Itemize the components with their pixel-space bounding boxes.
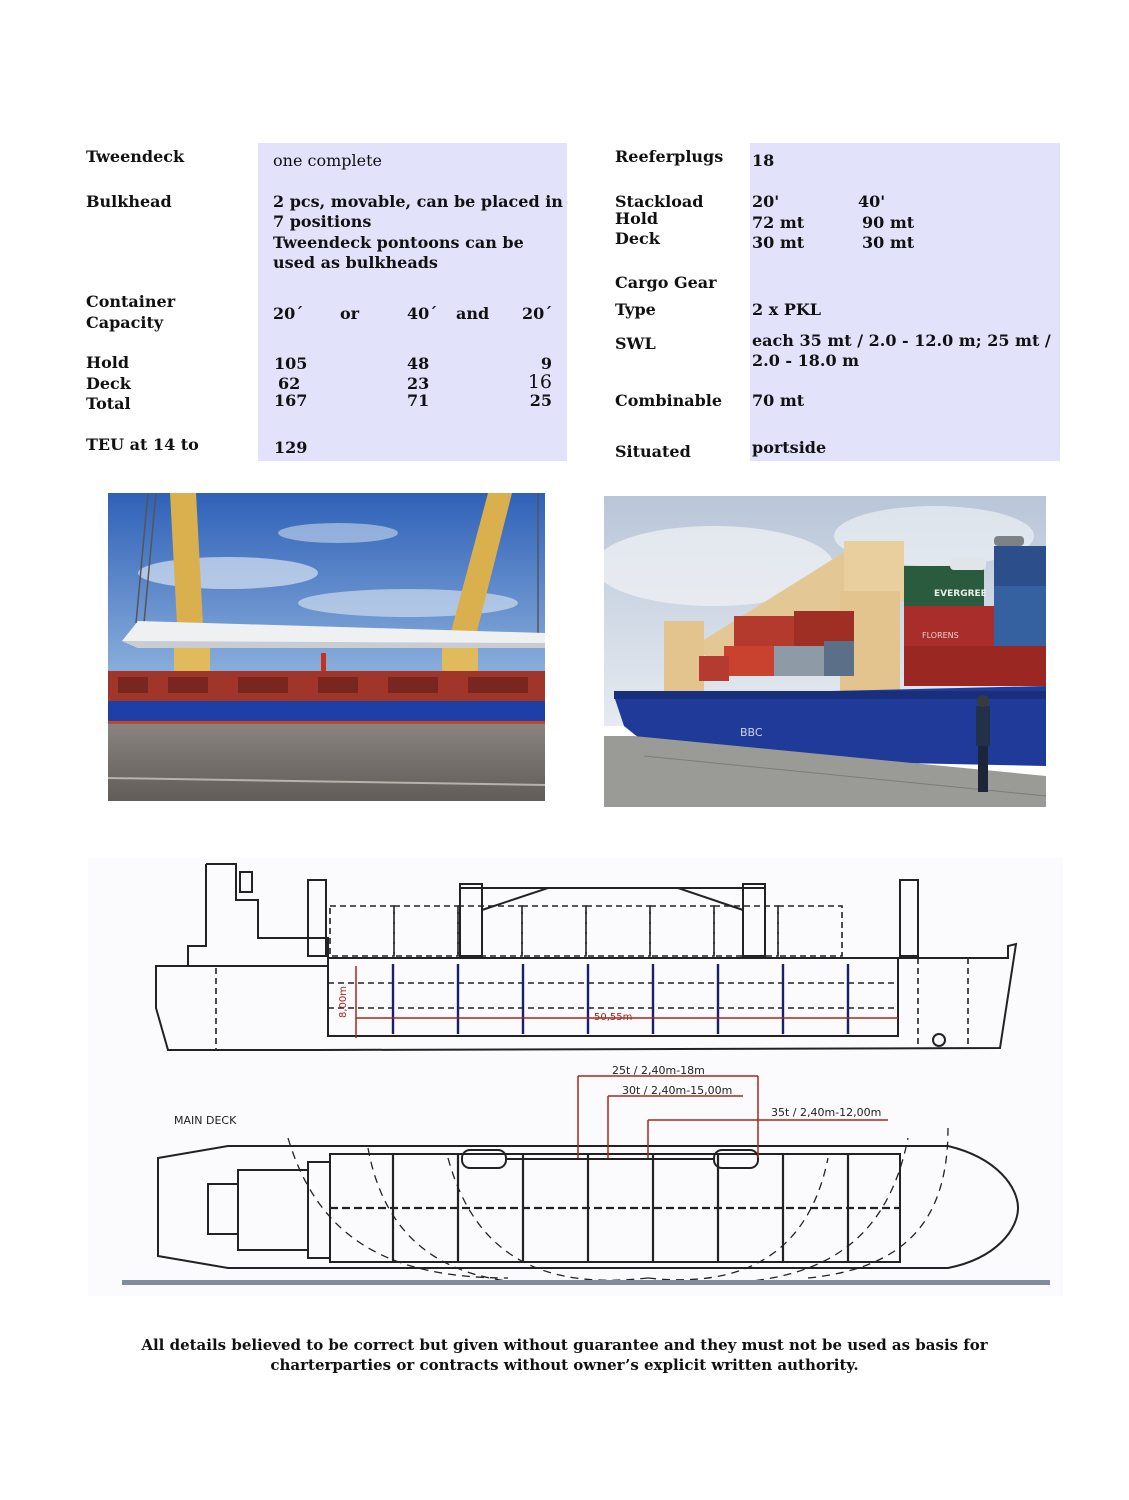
stackload-hold-20: 72 mt (752, 213, 805, 232)
reeferplugs-label: Reeferplugs (615, 147, 724, 166)
swl-line-2: 2.0 - 18.0 m (752, 351, 860, 370)
type-label: Type (615, 300, 656, 319)
tweendeck-label: Tweendeck (86, 147, 185, 166)
radius-25-label: 25t / 2,40m-18m (612, 1064, 705, 1077)
swl-line-1: each 35 mt / 2.0 - 12.0 m; 25 mt / (752, 331, 1051, 350)
stackload-deck-label: Deck (615, 229, 660, 248)
evergreen-text: EVERGREE (934, 589, 987, 599)
stackload-deck-40: 30 mt (862, 233, 915, 252)
capacity-label: Capacity (86, 313, 164, 332)
stackload-label: Stackload (615, 192, 704, 211)
disclaimer-line-2: charterparties or contracts without owner’s explicit written authority. (270, 1356, 859, 1374)
total-label: Total (86, 394, 131, 413)
total-40: 71 (407, 391, 430, 410)
bulkhead-line-3: Tweendeck pontoons can be (273, 233, 524, 252)
photo-container-ship-image (604, 496, 1046, 807)
photo-blade-lift-image (108, 493, 545, 801)
stackload-deck-20: 30 mt (752, 233, 805, 252)
capacity-header-40: 40´ (407, 304, 438, 323)
capacity-header-or: or (340, 304, 360, 323)
hold-40: 48 (407, 354, 430, 373)
situated-label: Situated (615, 442, 691, 461)
bulkhead-line-2: 7 positions (273, 212, 372, 231)
stackload-40-header: 40' (858, 192, 886, 211)
total-20: 167 (274, 391, 308, 410)
ship-drawing-svg (88, 858, 1063, 1296)
main-deck-label: MAIN DECK (174, 1114, 237, 1127)
deck-label: Deck (86, 374, 131, 393)
swl-label: SWL (615, 334, 656, 353)
photo-container-ship (604, 496, 1046, 807)
bulkhead-line-4: used as bulkheads (273, 253, 438, 272)
reeferplugs-value: 18 (752, 151, 775, 170)
ship-drawing (88, 858, 1063, 1296)
radius-30-label: 30t / 2,40m-15,00m (622, 1084, 733, 1097)
capacity-header-and: and (456, 304, 490, 323)
capacity-header-20b: 20´ (522, 304, 553, 323)
deck-20b: 16 (527, 371, 552, 393)
tweendeck-value: one complete (273, 151, 382, 170)
hold-20b: 9 (540, 354, 552, 373)
radius-35-label: 35t / 2,40m-12,00m (771, 1106, 882, 1119)
bulkhead-line-1: 2 pcs, movable, can be placed in (273, 192, 563, 211)
type-value: 2 x PKL (752, 300, 821, 319)
capacity-header-20: 20´ (273, 304, 304, 323)
deck-40: 23 (407, 374, 430, 393)
deck-20: 62 (278, 374, 301, 393)
photo-blade-lift (108, 493, 545, 801)
combinable-label: Combinable (615, 391, 723, 410)
left-values-panel (258, 143, 567, 461)
teu-value: 129 (274, 438, 308, 457)
hold-20: 105 (274, 354, 308, 373)
stackload-hold-40: 90 mt (862, 213, 915, 232)
hold-label: Hold (86, 353, 130, 372)
total-20b: 25 (529, 391, 552, 410)
hold-height-label: 8,00m (338, 985, 349, 1018)
combinable-value: 70 mt (752, 391, 805, 410)
container-label: Container (86, 292, 176, 311)
teu-label: TEU at 14 to (86, 435, 199, 454)
bbc-text: BBC (740, 726, 763, 739)
cargo-gear-label: Cargo Gear (615, 273, 717, 292)
hold-length-label: 50,55m (594, 1012, 633, 1023)
stackload-hold-label: Hold (615, 209, 659, 228)
florens-text: FLORENS (922, 631, 959, 640)
situated-value: portside (752, 438, 827, 457)
bulkhead-label: Bulkhead (86, 192, 172, 211)
disclaimer-line-1: All details believed to be correct but given without guarantee and they must not be used as basis for (141, 1336, 988, 1354)
stackload-20-header: 20' (752, 192, 780, 211)
